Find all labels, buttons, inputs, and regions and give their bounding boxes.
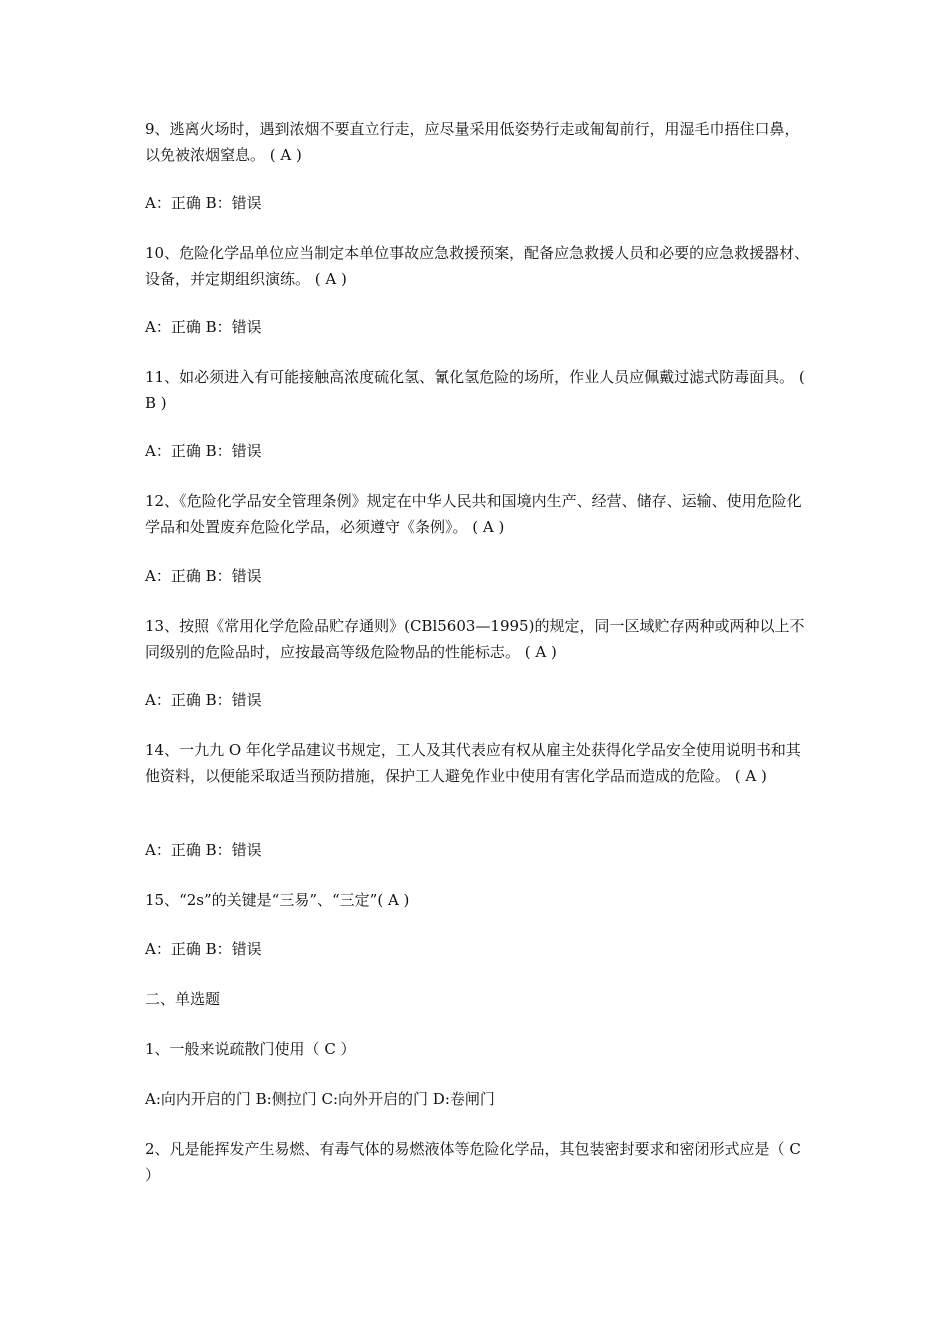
question-11: 11、如必须进入有可能接触高浓度硫化氢、氰化氢危险的场所，作业人员应佩戴过滤式防毒面具。 ( B ) — [145, 368, 805, 412]
answer-options: A：正确 B：错误 — [145, 940, 262, 958]
choice-options: A:向内开启的门 B:侧拉门 C:向外开启的门 D:卷闸门 — [145, 1090, 495, 1108]
question-12: 12、《危险化学品安全管理条例》规定在中华人民共和国境内生产、经营、储存、运输、使用危险化学品和处置废弃危险化学品，必须遵守《条例》。 ( A ) — [145, 492, 802, 536]
answer-options: A：正确 B：错误 — [145, 194, 262, 212]
question-13: 13、按照《常用化学危险品贮存通则》(CBl5603—1995)的规定，同一区域贮存两种或两种以上不同级别的危险品时，应按最高等级危险物品的性能标志。 ( A ) — [145, 617, 805, 661]
question-9: 9、逃离火场时，遇到浓烟不要直立行走，应尽量采用低姿势行走或匍匐前行，用湿毛巾捂住口鼻，以免被浓烟窒息。 ( A ) — [145, 120, 800, 164]
answer-options: A：正确 B：错误 — [145, 691, 262, 709]
answer-options: A：正确 B：错误 — [145, 567, 262, 585]
question-14: 14、一九九 O 年化学品建议书规定，工人及其代表应有权从雇主处获得化学品安全使用说明书和其他资料，以便能采取适当预防措施，保护工人避免作业中使用有害化学品而造成的危险。 ( A ) — [145, 741, 801, 785]
single-choice-question-2: 2、凡是能挥发产生易燃、有毒气体的易燃液体等危险化学品，其包装密封要求和密闭形式应是（ C ） — [145, 1140, 801, 1184]
question-10: 10、危险化学品单位应当制定本单位事故应急救援预案，配备应急救援人员和必要的应急救援器材、设备，并定期组织演练。 ( A ) — [145, 244, 810, 288]
single-choice-question-1: 1、一般来说疏散门使用（ C ） — [145, 1040, 356, 1058]
answer-options: A：正确 B：错误 — [145, 318, 262, 336]
section-heading: 二、单选题 — [145, 990, 221, 1008]
answer-options: A：正确 B：错误 — [145, 442, 262, 460]
answer-options: A：正确 B：错误 — [145, 841, 262, 859]
question-15: 15、“2s”的关键是“三易”、“三定”( A ) — [145, 891, 410, 909]
